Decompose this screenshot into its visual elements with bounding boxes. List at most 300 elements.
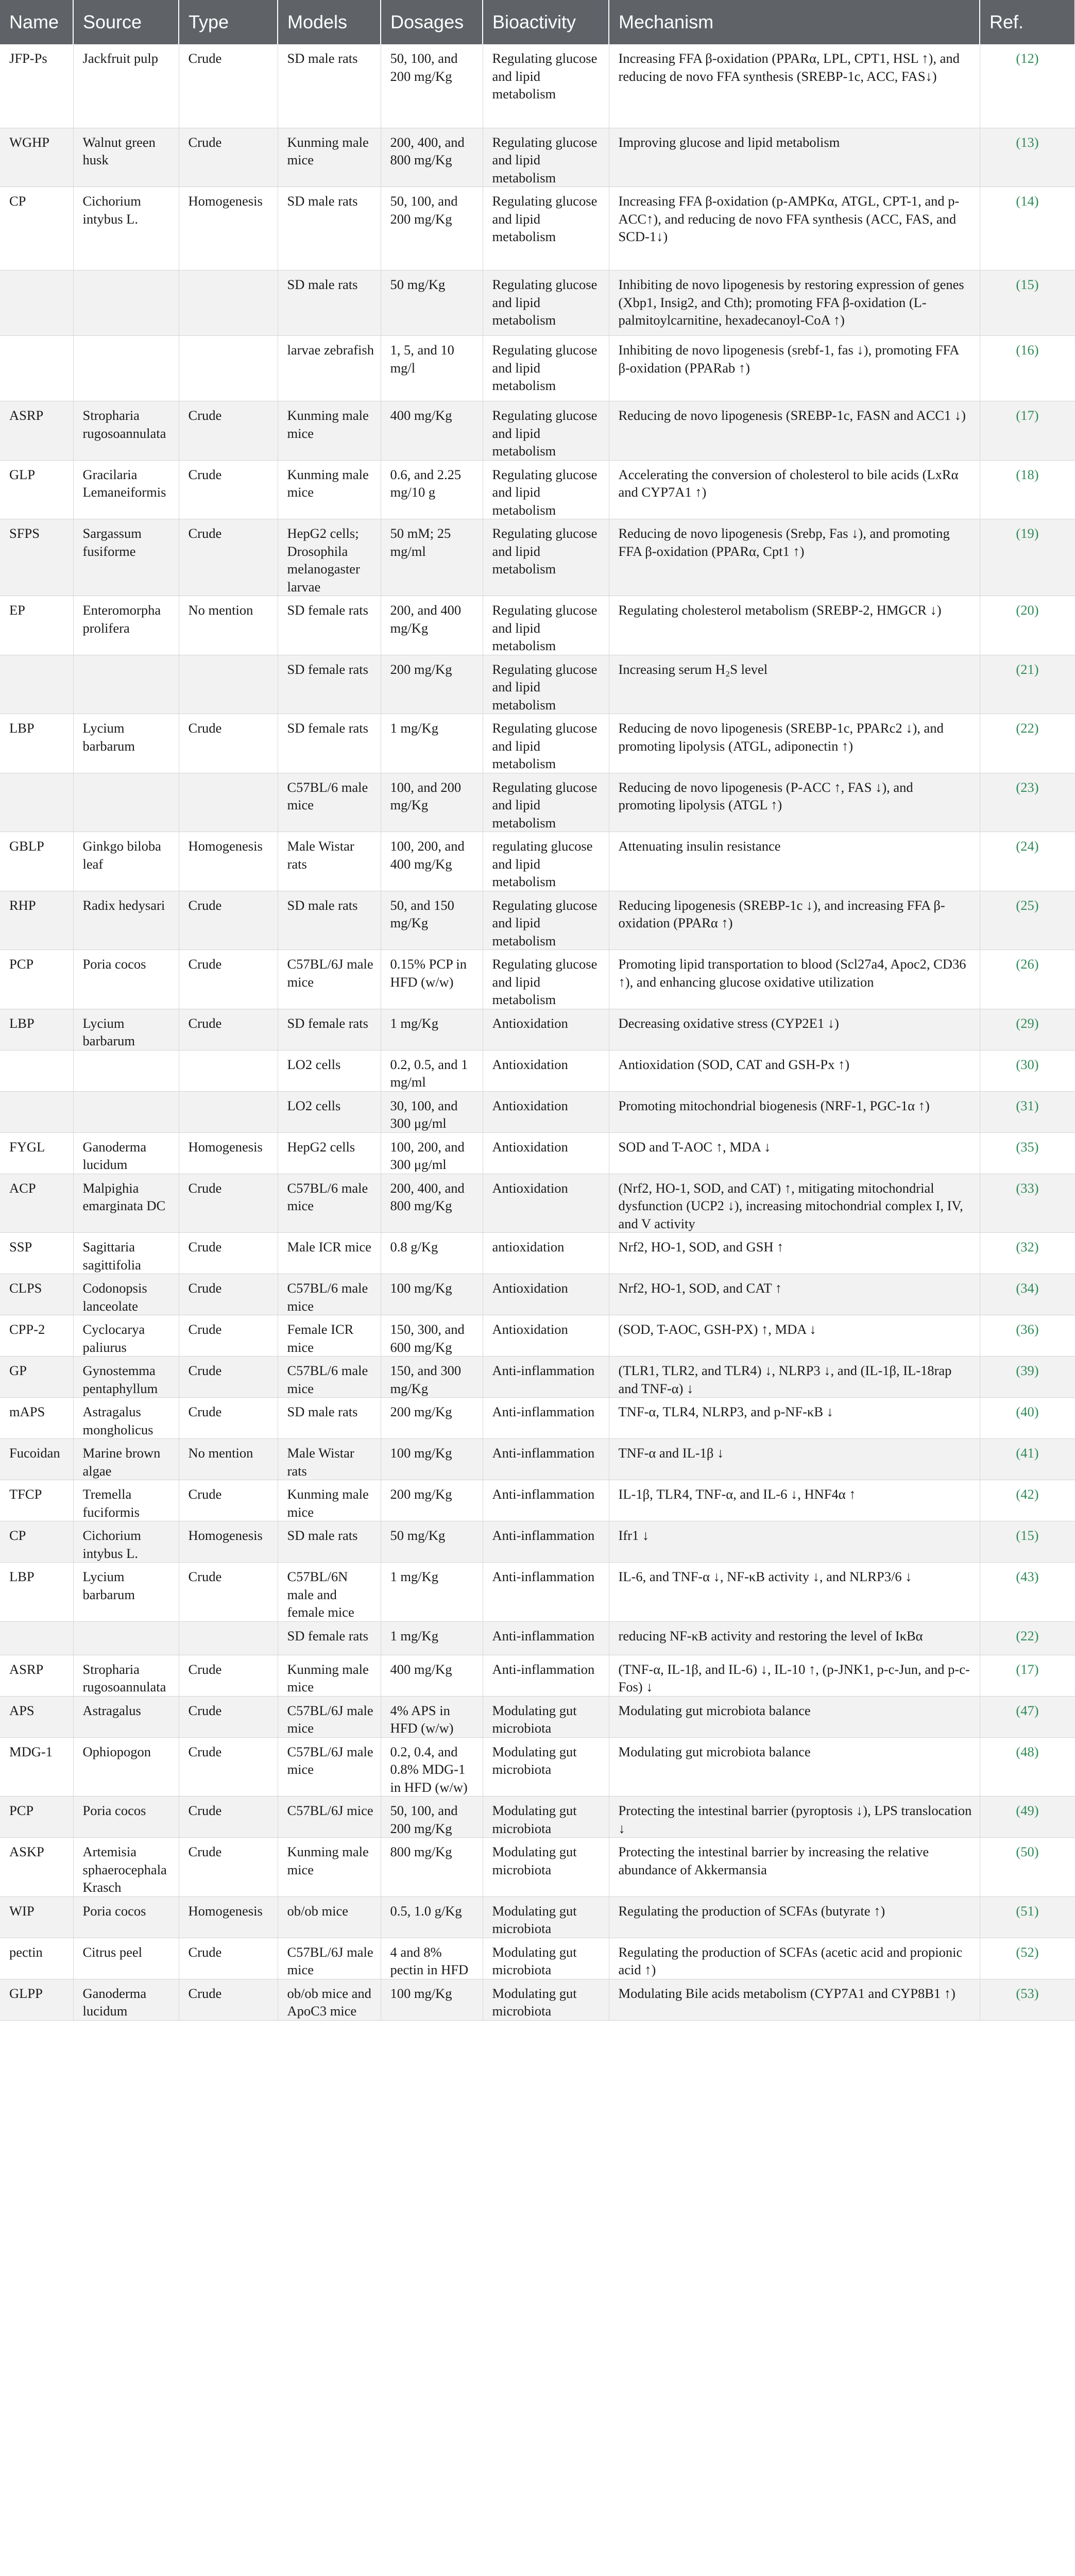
cell-dosages: 0.6, and 2.25 mg/10 g — [381, 460, 483, 519]
cell-name — [0, 336, 73, 401]
cell-ref: (16) — [980, 336, 1075, 401]
table-row — [0, 187, 1075, 270]
table-row — [0, 655, 1075, 714]
table-row — [0, 1132, 1075, 1174]
cell-type: Crude — [179, 1315, 278, 1357]
cell-bioactivity: Regulating glucose and lipid metabolism — [483, 460, 609, 519]
cell-type — [179, 1050, 278, 1091]
table-row — [0, 1357, 1075, 1398]
cell-dosages: 50 mM; 25 mg/ml — [381, 519, 483, 596]
table-row — [0, 832, 1075, 891]
cell-mechanism: Promoting mitochondrial biogenesis (NRF-1, PGC-1α ↑) — [609, 1091, 980, 1132]
cell-mechanism: Nrf2, HO-1, SOD, and GSH ↑ — [609, 1233, 980, 1274]
cell-source: Jackfruit pulp — [73, 44, 179, 128]
cell-source: Walnut green husk — [73, 128, 179, 187]
cell-models: Kunming male mice — [278, 460, 381, 519]
table-row — [0, 1696, 1075, 1737]
cell-bioactivity: Anti-inflammation — [483, 1521, 609, 1563]
cell-models: LO2 cells — [278, 1050, 381, 1091]
cell-name: GP — [0, 1357, 73, 1398]
cell-type: Crude — [179, 1737, 278, 1797]
cell-models: Female ICR mice — [278, 1315, 381, 1357]
cell-mechanism: IL-6, and TNF-α ↓, NF-κB activity ↓, and NLRP3/6 ↓ — [609, 1563, 980, 1622]
cell-ref: (50) — [980, 1838, 1075, 1897]
cell-models: ob/ob mice and ApoC3 mice — [278, 1979, 381, 2020]
cell-type — [179, 773, 278, 832]
cell-type: Crude — [179, 1398, 278, 1439]
cell-ref: (42) — [980, 1480, 1075, 1521]
cell-name: RHP — [0, 891, 73, 950]
cell-type: Crude — [179, 1696, 278, 1737]
cell-ref: (13) — [980, 128, 1075, 187]
cell-mechanism: Attenuating insulin resistance — [609, 832, 980, 891]
cell-ref: (29) — [980, 1009, 1075, 1050]
cell-dosages: 50, 100, and 200 mg/Kg — [381, 187, 483, 270]
cell-mechanism: Protecting the intestinal barrier by increasing the relative abundance of Akkermansia — [609, 1838, 980, 1897]
cell-bioactivity: Regulating glucose and lipid metabolism — [483, 891, 609, 950]
cell-type: Homogenesis — [179, 187, 278, 270]
cell-mechanism: Modulating gut microbiota balance — [609, 1737, 980, 1797]
cell-ref: (33) — [980, 1174, 1075, 1233]
cell-dosages: 0.15% PCP in HFD (w/w) — [381, 950, 483, 1009]
cell-source — [73, 1091, 179, 1132]
cell-source: Tremella fuciformis — [73, 1480, 179, 1521]
cell-models: SD female rats — [278, 1009, 381, 1050]
cell-models: C57BL/6 male mice — [278, 1174, 381, 1233]
cell-source: Astragalus — [73, 1696, 179, 1737]
cell-mechanism: Modulating gut microbiota balance — [609, 1696, 980, 1737]
table-row — [0, 891, 1075, 950]
cell-bioactivity: Antioxidation — [483, 1274, 609, 1315]
cell-dosages: 0.2, 0.5, and 1 mg/ml — [381, 1050, 483, 1091]
cell-dosages: 0.5, 1.0 g/Kg — [381, 1896, 483, 1938]
cell-ref: (19) — [980, 519, 1075, 596]
cell-type: Crude — [179, 1009, 278, 1050]
table-row — [0, 460, 1075, 519]
cell-mechanism: Reducing lipogenesis (SREBP-1c ↓), and increasing FFA β-oxidation (PPARα ↑) — [609, 891, 980, 950]
cell-name: PCP — [0, 1797, 73, 1838]
cell-dosages: 400 mg/Kg — [381, 1655, 483, 1696]
table-body — [0, 44, 1075, 2020]
cell-ref: (14) — [980, 187, 1075, 270]
table-header — [0, 0, 1075, 44]
table-row — [0, 1439, 1075, 1480]
cell-ref: (20) — [980, 596, 1075, 655]
cell-type: Crude — [179, 1838, 278, 1897]
cell-bioactivity: Regulating glucose and lipid metabolism — [483, 714, 609, 773]
cell-bioactivity: Anti-inflammation — [483, 1398, 609, 1439]
cell-name: Fucoidan — [0, 1439, 73, 1480]
table-row — [0, 1896, 1075, 1938]
cell-name: WIP — [0, 1896, 73, 1938]
cell-mechanism: TNF-α, TLR4, NLRP3, and p-NF-κB ↓ — [609, 1398, 980, 1439]
cell-bioactivity: Anti-inflammation — [483, 1439, 609, 1480]
cell-mechanism: Increasing serum H₂S level — [609, 655, 980, 714]
table-row — [0, 519, 1075, 596]
cell-ref: (12) — [980, 44, 1075, 128]
cell-source: Gracilaria Lemaneiformis — [73, 460, 179, 519]
cell-mechanism: Protecting the intestinal barrier (pyroptosis ↓), LPS translocation ↓ — [609, 1797, 980, 1838]
cell-models: SD male rats — [278, 1398, 381, 1439]
cell-name: APS — [0, 1696, 73, 1737]
cell-source: Enteromorpha prolifera — [73, 596, 179, 655]
column-header-bioactivity: Bioactivity — [483, 0, 609, 44]
cell-dosages: 50, and 150 mg/Kg — [381, 891, 483, 950]
table-row — [0, 1091, 1075, 1132]
cell-name — [0, 1091, 73, 1132]
cell-bioactivity: Regulating glucose and lipid metabolism — [483, 128, 609, 187]
cell-source: Astragalus mongholicus — [73, 1398, 179, 1439]
cell-bioactivity: Regulating glucose and lipid metabolism — [483, 44, 609, 128]
table-row — [0, 1938, 1075, 1979]
cell-bioactivity: Regulating glucose and lipid metabolism — [483, 950, 609, 1009]
cell-models: C57BL/6 male mice — [278, 1274, 381, 1315]
cell-ref: (31) — [980, 1091, 1075, 1132]
cell-bioactivity: Modulating gut microbiota — [483, 1979, 609, 2020]
cell-source — [73, 336, 179, 401]
cell-type — [179, 1091, 278, 1132]
cell-source: Radix hedysari — [73, 891, 179, 950]
cell-name: EP — [0, 596, 73, 655]
column-header-dosages: Dosages — [381, 0, 483, 44]
header-row — [0, 0, 1075, 44]
cell-dosages: 100, and 200 mg/Kg — [381, 773, 483, 832]
table-row — [0, 950, 1075, 1009]
cell-type — [179, 1621, 278, 1655]
cell-type: Crude — [179, 128, 278, 187]
cell-models: C57BL/6J male mice — [278, 1696, 381, 1737]
cell-name: JFP-Ps — [0, 44, 73, 128]
cell-type: Crude — [179, 401, 278, 461]
cell-models: C57BL/6N male and female mice — [278, 1563, 381, 1622]
table-row — [0, 1521, 1075, 1563]
cell-source: Cichorium intybus L. — [73, 187, 179, 270]
cell-dosages: 100 mg/Kg — [381, 1439, 483, 1480]
cell-name: GLPP — [0, 1979, 73, 2020]
cell-models: SD female rats — [278, 596, 381, 655]
cell-name: MDG-1 — [0, 1737, 73, 1797]
cell-models: SD female rats — [278, 1621, 381, 1655]
table-row — [0, 1737, 1075, 1797]
table-row — [0, 773, 1075, 832]
table-row — [0, 714, 1075, 773]
cell-bioactivity: Regulating glucose and lipid metabolism — [483, 270, 609, 336]
cell-dosages: 200 mg/Kg — [381, 1398, 483, 1439]
cell-ref: (40) — [980, 1398, 1075, 1439]
cell-bioactivity: antioxidation — [483, 1233, 609, 1274]
cell-source — [73, 1621, 179, 1655]
cell-models: C57BL/6J male mice — [278, 1737, 381, 1797]
cell-ref: (32) — [980, 1233, 1075, 1274]
cell-source — [73, 270, 179, 336]
cell-mechanism: Reducing de novo lipogenesis (SREBP-1c, FASN and ACC1 ↓) — [609, 401, 980, 461]
cell-type: Crude — [179, 1797, 278, 1838]
cell-bioactivity: Regulating glucose and lipid metabolism — [483, 187, 609, 270]
cell-dosages: 100, 200, and 400 mg/Kg — [381, 832, 483, 891]
cell-ref: (43) — [980, 1563, 1075, 1622]
cell-mechanism: Reducing de novo lipogenesis (SREBP-1c, PPARc2 ↓), and promoting lipolysis (ATGL, adiponectin ↑) — [609, 714, 980, 773]
table-row — [0, 270, 1075, 336]
cell-bioactivity: Regulating glucose and lipid metabolism — [483, 596, 609, 655]
cell-dosages: 50, 100, and 200 mg/Kg — [381, 44, 483, 128]
cell-ref: (34) — [980, 1274, 1075, 1315]
cell-ref: (47) — [980, 1696, 1075, 1737]
column-header-name: Name — [0, 0, 73, 44]
cell-source: Gynostemma pentaphyllum — [73, 1357, 179, 1398]
cell-mechanism: Inhibiting de novo lipogenesis (srebf-1, fas ↓), promoting FFA β-oxidation (PPARab ↑) — [609, 336, 980, 401]
cell-name: WGHP — [0, 128, 73, 187]
cell-source: Codonopsis lanceolate — [73, 1274, 179, 1315]
cell-type: Crude — [179, 1563, 278, 1622]
cell-name: TFCP — [0, 1480, 73, 1521]
cell-ref: (15) — [980, 270, 1075, 336]
cell-name — [0, 1050, 73, 1091]
cell-dosages: 1, 5, and 10 mg/l — [381, 336, 483, 401]
cell-dosages: 4% APS in HFD (w/w) — [381, 1696, 483, 1737]
cell-ref: (51) — [980, 1896, 1075, 1938]
cell-dosages: 1 mg/Kg — [381, 1009, 483, 1050]
cell-name — [0, 655, 73, 714]
table-row — [0, 336, 1075, 401]
cell-mechanism: Promoting lipid transportation to blood (Scl27a4, Apoc2, CD36 ↑), and enhancing glucose oxidative utilization — [609, 950, 980, 1009]
column-header-type: Type — [179, 0, 278, 44]
cell-bioactivity: Regulating glucose and lipid metabolism — [483, 336, 609, 401]
table-row — [0, 1797, 1075, 1838]
column-header-mechanism: Mechanism — [609, 0, 980, 44]
cell-dosages: 100, 200, and 300 μg/ml — [381, 1132, 483, 1174]
cell-ref: (53) — [980, 1979, 1075, 2020]
cell-type: Crude — [179, 519, 278, 596]
cell-ref: (22) — [980, 1621, 1075, 1655]
cell-mechanism: Increasing FFA β-oxidation (PPARα, LPL, CPT1, HSL ↑), and reducing de novo FFA synthesis (SREBP-1c, ACC, FAS↓) — [609, 44, 980, 128]
cell-mechanism: Ifr1 ↓ — [609, 1521, 980, 1563]
cell-type: Crude — [179, 1274, 278, 1315]
cell-dosages: 30, 100, and 300 μg/ml — [381, 1091, 483, 1132]
cell-source — [73, 1050, 179, 1091]
cell-ref: (48) — [980, 1737, 1075, 1797]
cell-bioactivity: Anti-inflammation — [483, 1357, 609, 1398]
cell-type: Crude — [179, 1979, 278, 2020]
cell-source: Stropharia rugosoannulata — [73, 401, 179, 461]
cell-models: Kunming male mice — [278, 1480, 381, 1521]
cell-bioactivity: Modulating gut microbiota — [483, 1896, 609, 1938]
cell-source: Sargassum fusiforme — [73, 519, 179, 596]
table-row — [0, 1315, 1075, 1357]
cell-models: Kunming male mice — [278, 128, 381, 187]
cell-mechanism: reducing NF-κB activity and restoring the level of IκBα — [609, 1621, 980, 1655]
cell-mechanism: (SOD, T-AOC, GSH-PX) ↑, MDA ↓ — [609, 1315, 980, 1357]
cell-type: Crude — [179, 460, 278, 519]
cell-models: SD male rats — [278, 891, 381, 950]
cell-type — [179, 270, 278, 336]
cell-name: LBP — [0, 1563, 73, 1622]
table-row — [0, 128, 1075, 187]
cell-bioactivity: regulating glucose and lipid metabolism — [483, 832, 609, 891]
cell-source: Poria cocos — [73, 950, 179, 1009]
cell-source: Stropharia rugosoannulata — [73, 1655, 179, 1696]
cell-source: Malpighia emarginata DC — [73, 1174, 179, 1233]
cell-models: HepG2 cells; Drosophila melanogaster larvae — [278, 519, 381, 596]
cell-mechanism: Regulating the production of SCFAs (butyrate ↑) — [609, 1896, 980, 1938]
cell-mechanism: TNF-α and IL-1β ↓ — [609, 1439, 980, 1480]
cell-name: mAPS — [0, 1398, 73, 1439]
cell-models: Male Wistar rats — [278, 1439, 381, 1480]
cell-dosages: 0.2, 0.4, and 0.8% MDG-1 in HFD (w/w) — [381, 1737, 483, 1797]
cell-type: Homogenesis — [179, 1132, 278, 1174]
table-row — [0, 596, 1075, 655]
cell-dosages: 200 mg/Kg — [381, 655, 483, 714]
cell-ref: (52) — [980, 1938, 1075, 1979]
cell-source: Ganoderma lucidum — [73, 1132, 179, 1174]
cell-mechanism: Regulating cholesterol metabolism (SREBP-2, HMGCR ↓) — [609, 596, 980, 655]
cell-type: Crude — [179, 44, 278, 128]
cell-mechanism: Inhibiting de novo lipogenesis by restoring expression of genes (Xbp1, Insig2, and Cth); promoting FFA β-oxidation (L-palmitoylcarnitine, hexadecanoyl-CoA ↑) — [609, 270, 980, 336]
cell-ref: (25) — [980, 891, 1075, 950]
cell-dosages: 150, 300, and 600 mg/Kg — [381, 1315, 483, 1357]
cell-bioactivity: Regulating glucose and lipid metabolism — [483, 655, 609, 714]
cell-dosages: 1 mg/Kg — [381, 1621, 483, 1655]
cell-bioactivity: Antioxidation — [483, 1091, 609, 1132]
column-header-models: Models — [278, 0, 381, 44]
cell-source: Poria cocos — [73, 1896, 179, 1938]
cell-ref: (21) — [980, 655, 1075, 714]
cell-source — [73, 773, 179, 832]
cell-name: SSP — [0, 1233, 73, 1274]
cell-source: Ganoderma lucidum — [73, 1979, 179, 2020]
cell-ref: (18) — [980, 460, 1075, 519]
cell-dosages: 50 mg/Kg — [381, 270, 483, 336]
cell-dosages: 200, 400, and 800 mg/Kg — [381, 128, 483, 187]
cell-type: Crude — [179, 1357, 278, 1398]
cell-models: SD female rats — [278, 655, 381, 714]
cell-type: Homogenesis — [179, 832, 278, 891]
cell-ref: (24) — [980, 832, 1075, 891]
cell-models: Male ICR mice — [278, 1233, 381, 1274]
cell-dosages: 200 mg/Kg — [381, 1480, 483, 1521]
cell-name: ACP — [0, 1174, 73, 1233]
cell-models: LO2 cells — [278, 1091, 381, 1132]
cell-models: C57BL/6 male mice — [278, 1357, 381, 1398]
cell-ref: (17) — [980, 1655, 1075, 1696]
cell-source: Lycium barbarum — [73, 1563, 179, 1622]
cell-models: Kunming male mice — [278, 1655, 381, 1696]
table-row — [0, 1838, 1075, 1897]
cell-source: Ginkgo biloba leaf — [73, 832, 179, 891]
cell-bioactivity: Antioxidation — [483, 1315, 609, 1357]
cell-name: ASKP — [0, 1838, 73, 1897]
cell-type: Crude — [179, 714, 278, 773]
cell-ref: (17) — [980, 401, 1075, 461]
cell-models: SD female rats — [278, 714, 381, 773]
cell-name — [0, 1621, 73, 1655]
cell-source: Sagittaria sagittifolia — [73, 1233, 179, 1274]
cell-mechanism: Reducing de novo lipogenesis (Srebp, Fas ↓), and promoting FFA β-oxidation (PPARα, Cpt1 ↑) — [609, 519, 980, 596]
cell-dosages: 1 mg/Kg — [381, 1563, 483, 1622]
cell-source: Lycium barbarum — [73, 1009, 179, 1050]
cell-mechanism: Accelerating the conversion of cholesterol to bile acids (LxRα and CYP7A1 ↑) — [609, 460, 980, 519]
cell-bioactivity: Antioxidation — [483, 1174, 609, 1233]
cell-name: CPP-2 — [0, 1315, 73, 1357]
cell-models: SD male rats — [278, 44, 381, 128]
table-row — [0, 1009, 1075, 1050]
cell-type — [179, 655, 278, 714]
cell-type: Crude — [179, 1655, 278, 1696]
cell-dosages: 800 mg/Kg — [381, 1838, 483, 1897]
cell-bioactivity: Anti-inflammation — [483, 1563, 609, 1622]
cell-name: PCP — [0, 950, 73, 1009]
cell-models: Kunming male mice — [278, 1838, 381, 1897]
cell-name: FYGL — [0, 1132, 73, 1174]
cell-ref: (49) — [980, 1797, 1075, 1838]
cell-dosages: 1 mg/Kg — [381, 714, 483, 773]
cell-ref: (23) — [980, 773, 1075, 832]
table-row — [0, 1979, 1075, 2020]
cell-models: larvae zebrafish — [278, 336, 381, 401]
cell-type: Crude — [179, 950, 278, 1009]
cell-type: No mention — [179, 1439, 278, 1480]
cell-ref: (36) — [980, 1315, 1075, 1357]
cell-bioactivity: Regulating glucose and lipid metabolism — [483, 773, 609, 832]
cell-source: Cyclocarya paliurus — [73, 1315, 179, 1357]
cell-models: C57BL/6J male mice — [278, 1938, 381, 1979]
cell-dosages: 400 mg/Kg — [381, 401, 483, 461]
cell-name: CP — [0, 1521, 73, 1563]
cell-source: Lycium barbarum — [73, 714, 179, 773]
cell-type: Homogenesis — [179, 1896, 278, 1938]
cell-bioactivity: Antioxidation — [483, 1132, 609, 1174]
cell-name: LBP — [0, 1009, 73, 1050]
cell-type: Crude — [179, 1938, 278, 1979]
cell-mechanism: (Nrf2, HO-1, SOD, and CAT) ↑, mitigating mitochondrial dysfunction (UCP2 ↓), increasing mitochondrial complex I, IV, and V activity — [609, 1174, 980, 1233]
cell-type — [179, 336, 278, 401]
cell-bioactivity: Modulating gut microbiota — [483, 1737, 609, 1797]
cell-dosages: 150, and 300 mg/Kg — [381, 1357, 483, 1398]
cell-ref: (26) — [980, 950, 1075, 1009]
cell-source: Citrus peel — [73, 1938, 179, 1979]
cell-models: SD male rats — [278, 270, 381, 336]
table-row — [0, 1563, 1075, 1622]
cell-bioactivity: Regulating glucose and lipid metabolism — [483, 519, 609, 596]
table-row — [0, 1233, 1075, 1274]
cell-models: C57BL/6J mice — [278, 1797, 381, 1838]
cell-bioactivity: Anti-inflammation — [483, 1480, 609, 1521]
cell-mechanism: (TNF-α, IL-1β, and IL-6) ↓, IL-10 ↑, (p-JNK1, p-c-Jun, and p-c-Fos) ↓ — [609, 1655, 980, 1696]
cell-dosages: 50, 100, and 200 mg/Kg — [381, 1797, 483, 1838]
cell-type: Crude — [179, 1174, 278, 1233]
cell-dosages: 0.8 g/Kg — [381, 1233, 483, 1274]
cell-name: CP — [0, 187, 73, 270]
cell-name: SFPS — [0, 519, 73, 596]
table-row — [0, 1480, 1075, 1521]
column-header-source: Source — [73, 0, 179, 44]
cell-mechanism: (TLR1, TLR2, and TLR4) ↓, NLRP3 ↓, and (IL-1β, IL-18rap and TNF-α) ↓ — [609, 1357, 980, 1398]
cell-dosages: 200, and 400 mg/Kg — [381, 596, 483, 655]
cell-mechanism: Antioxidation (SOD, CAT and GSH-Px ↑) — [609, 1050, 980, 1091]
table-row — [0, 1050, 1075, 1091]
cell-mechanism: Regulating the production of SCFAs (acetic acid and propionic acid ↑) — [609, 1938, 980, 1979]
cell-name: ASRP — [0, 401, 73, 461]
cell-name: CLPS — [0, 1274, 73, 1315]
cell-bioactivity: Anti-inflammation — [483, 1655, 609, 1696]
table-row — [0, 1398, 1075, 1439]
cell-ref: (39) — [980, 1357, 1075, 1398]
cell-mechanism: Decreasing oxidative stress (CYP2E1 ↓) — [609, 1009, 980, 1050]
cell-models: Kunming male mice — [278, 401, 381, 461]
table-row — [0, 1655, 1075, 1696]
cell-mechanism: Increasing FFA β-oxidation (p-AMPKα, ATGL, CPT-1, and p-ACC↑), and reducing de novo FFA synthesis (ACC, FAS, and SCD-1↓) — [609, 187, 980, 270]
cell-name — [0, 773, 73, 832]
cell-bioactivity: Regulating glucose and lipid metabolism — [483, 401, 609, 461]
